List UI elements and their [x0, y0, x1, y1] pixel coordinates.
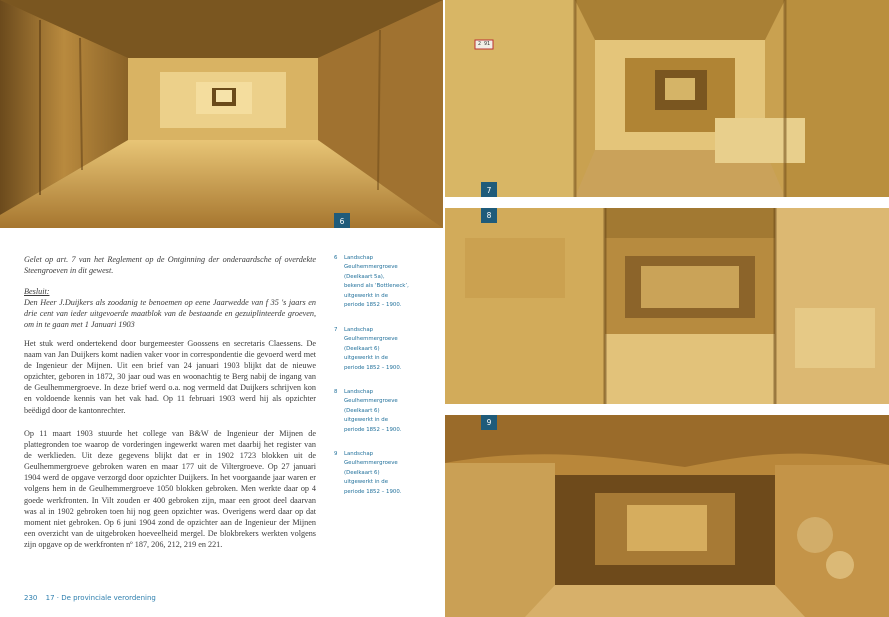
- caption-line: periode 1852 – 1900.: [344, 488, 402, 495]
- caption-line: periode 1852 – 1900.: [344, 364, 402, 371]
- photo-9-image: [445, 415, 889, 617]
- caption-line: Landschap: [344, 451, 374, 457]
- caption-number: 7: [334, 327, 338, 333]
- caption-line: (Deelkaart 6): [344, 345, 380, 352]
- besluit-label: Besluit:: [24, 287, 50, 296]
- caption-number: 6: [334, 255, 338, 261]
- photo-7-number-badge: 7: [481, 182, 497, 197]
- caption-number: 9: [334, 451, 338, 457]
- page-number: 230: [24, 594, 38, 602]
- paragraph-1: Het stuk werd ondertekend door burgemeester Goossens en secretaris Claessens. De naam van Jan Duijkers komt nadien vaker voor in correspondentie die gevoerd werd met de Ingenieur der Mijnen. Uit een brief van 24 januari 1903 blijkt dat de nieuwe opzichter, geboren in 1872, 30 jaar oud was en woonachtig te Berg nabij de ingang van de Geulhemmergroeve. In deze brief werd o.a. nog vermeld dat Duijkers schrijven kon en voldoende kennis van het vak had. Op 11 februari 1903 werd hij als opzichter beëdigd door de kantonrechter.: [24, 339, 316, 415]
- photo-7-wall-tag: 2 91: [477, 41, 491, 47]
- caption-6: [334, 254, 434, 310]
- caption-line: Landschap: [344, 255, 374, 261]
- caption-line: periode 1852 – 1900.: [344, 426, 402, 433]
- caption-8: [334, 388, 434, 435]
- caption-line: Geulhemmergroeve: [344, 336, 398, 343]
- caption-line: Geulhemmergroeve: [344, 264, 398, 271]
- caption-line: uitgewerkt in de: [344, 479, 389, 486]
- photo-9-number-badge: 9: [481, 415, 497, 430]
- photo-8-corridor: [445, 208, 889, 404]
- photo-6-number-badge: 6: [334, 213, 350, 228]
- caption-9: [334, 450, 434, 497]
- chapter-title: 17 · De provinciale verordening: [45, 594, 156, 602]
- caption-line: (Deelkaart 6): [344, 407, 380, 414]
- caption-line: uitgewerkt in de: [344, 355, 389, 362]
- photo-8-number-badge: 8: [481, 208, 497, 223]
- caption-line: uitgewerkt in de: [344, 417, 389, 424]
- caption-line: bekend als ‘Bottleneck’,: [344, 283, 409, 290]
- caption-line: (Deelkaart 6): [344, 469, 380, 476]
- caption-7: [334, 326, 434, 373]
- caption-line: Geulhemmergroeve: [344, 460, 398, 467]
- caption-line: (Deelkaart 5a),: [344, 273, 385, 280]
- photo-9-cave: [445, 415, 889, 617]
- photo-7-image: [445, 0, 889, 197]
- caption-line: Geulhemmergroeve: [344, 398, 398, 405]
- caption-number: 8: [334, 389, 338, 395]
- photo-8-image: [445, 208, 889, 404]
- caption-line: Landschap: [344, 327, 374, 333]
- photo-6-image: [0, 0, 443, 228]
- caption-line: uitgewerkt in de: [344, 292, 389, 299]
- caption-line: periode 1852 – 1900.: [344, 302, 402, 309]
- paragraph-2: Op 11 maart 1903 stuurde het college van B&W de Ingenieur der Mijnen de plattegronden toe waarop de vorderingen ingewerkt waren met daarbij het register van de werklieden. Uit deze gegevens blijkt dat er in 1902 1723 blokken uit de Geulhemmergroeve gebroken waren en maar 177 uit de Viltergroeve. Op 27 januari 1904 werd de opgave verzorgd door opzichter Duijkers. In het voorgaande jaar waren er volgens hem in de Geulhemmergroeve 1050 blokken gebroken. Men werkte daar op 4 goede werkfronten. In Vilt zouden er 400 gebroken zijn, maar een groot deel daarvan was al in 1902 gebroken toen hij nog geen opzichter was. Overigens werd daar op dat moment niet gebroken. Op 6 juni 1904 zond de opzichter aan de Ingenieur der Mijnen een overzicht van de uitgebroken hoeveelheid mergel. De blokbrekers werkten volgens zijn opgave op de werkfronten nº 187, 206, 212, 219 en 221.: [24, 429, 316, 549]
- photo-7-chamber: [445, 0, 889, 197]
- besluit-paragraph: Den Heer J.Duijkers als zoodanig te benoemen op eene Jaarwedde van f 35 's jaars en drie cent van ieder uitgevoerde maatblok van de bestaande en gezuiplinteerde groeven, om in te gaan met 1 Januari 1903: [24, 298, 316, 330]
- intro-paragraph: Gelet op art. 7 van het Reglement op de Ontginning der onderaardsche of overdekte Steengroeven in dit gewest.: [24, 255, 316, 276]
- photo-6-tunnel: [0, 0, 443, 228]
- caption-line: Landschap: [344, 389, 374, 395]
- page-footer: [24, 594, 162, 602]
